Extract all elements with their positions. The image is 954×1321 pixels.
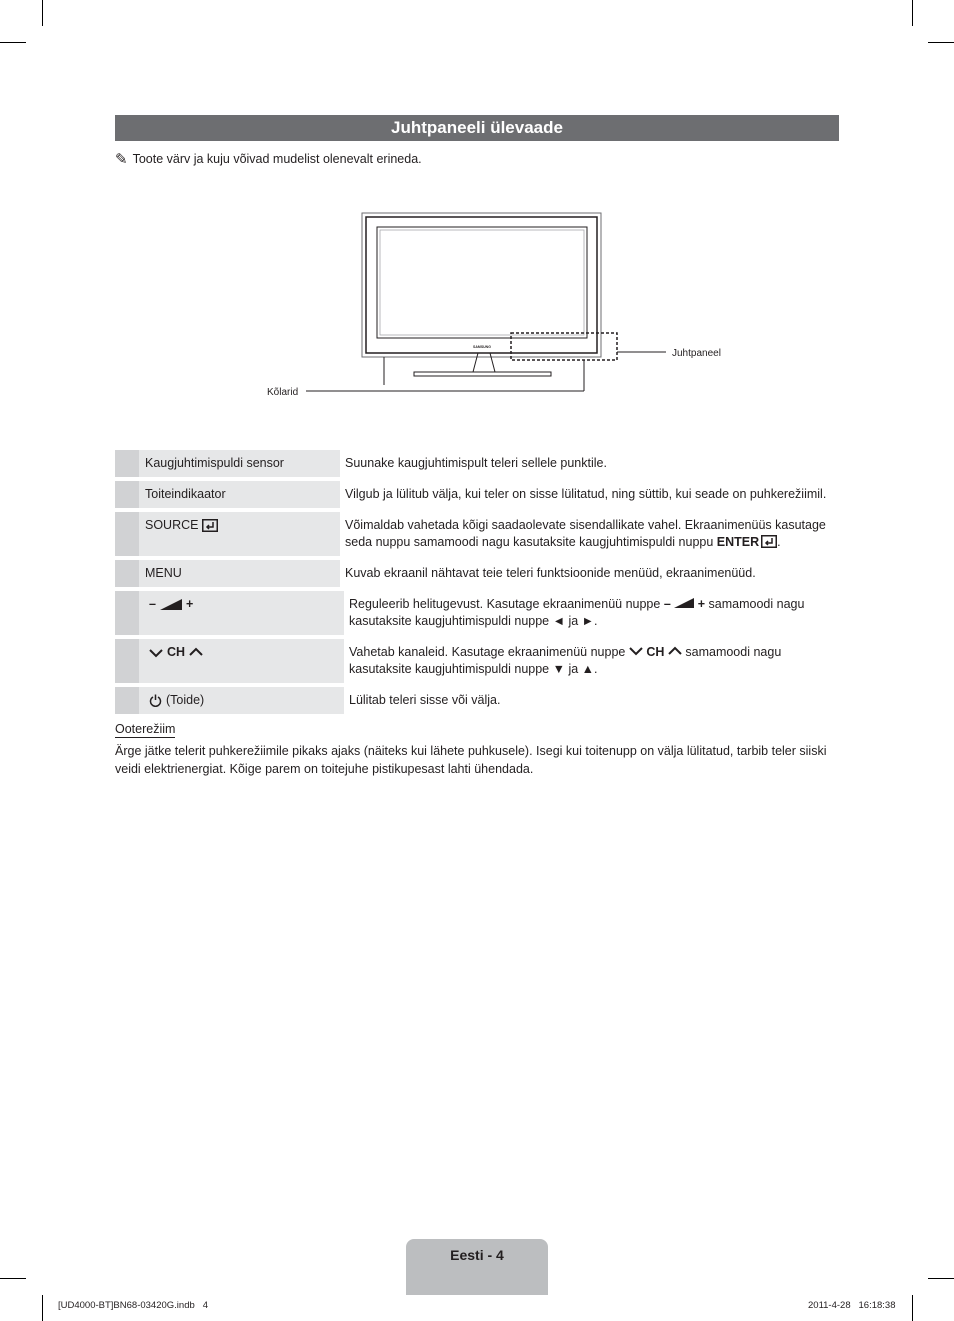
- control-name: [139, 591, 344, 635]
- table-row: [115, 512, 839, 556]
- control-name: Toiteindikaator: [139, 481, 340, 508]
- crop-mark: [0, 42, 26, 43]
- control-name: [139, 687, 344, 714]
- pencil-note-icon: ✎: [115, 151, 128, 168]
- chevron-down-icon: [149, 648, 163, 658]
- control-desc: Kuvab ekraanil nähtavat teie teleri funktsioonide menüüd, ekraanimenüüd.: [345, 566, 756, 580]
- volume-plus: +: [185, 597, 194, 611]
- page-title: Juhtpaneeli ülevaade: [115, 115, 839, 141]
- volume-icon: [160, 598, 182, 611]
- note: [115, 150, 422, 168]
- crop-mark: [42, 1295, 43, 1321]
- tv-screen-inner: [380, 230, 584, 335]
- control-name: [139, 639, 344, 683]
- crop-mark: [42, 0, 43, 26]
- control-desc: Reguleerib helitugevust. Kasutage ekraanimenüü nuppe – + samamoodi nagu kasutaksite kaugjuhtimispuldi nuppe ◄ ja ►.: [349, 597, 805, 628]
- control-desc: Suunake kaugjuhtimispult teleri sellele punktile.: [345, 456, 607, 470]
- table-row: [115, 639, 839, 683]
- table-row: [115, 450, 839, 477]
- crop-mark: [912, 0, 913, 26]
- control-desc: Vahetab kanaleid. Kasutage ekraanimenüü nuppe CH samamoodi nagu kasutaksite kaugjuhtimispuldi nuppe ▼ ja ▲.: [349, 645, 782, 676]
- crop-mark: [928, 42, 954, 43]
- tv-stand-neck: [473, 353, 478, 372]
- footer-timestamp: 2011-4-28 16:18:38: [808, 1300, 896, 1311]
- source-input-icon: [202, 519, 218, 532]
- tv-logo: SAMSUNG: [473, 345, 491, 349]
- control-name: [139, 512, 340, 556]
- chevron-up-icon: [189, 647, 203, 657]
- tv-stand-neck: [490, 353, 495, 372]
- crop-mark: [0, 1278, 26, 1279]
- power-icon: [149, 694, 162, 707]
- control-name: MENU: [139, 560, 340, 587]
- control-name: Kaugjuhtimispuldi sensor: [139, 450, 340, 477]
- volume-minus: –: [149, 597, 156, 611]
- chevron-up-icon: [668, 646, 682, 656]
- control-desc: Vilgub ja lülitub välja, kui teler on sisse lülitatud, ning süttib, kui seade on puhkerežiimil.: [345, 487, 827, 501]
- control-table: [115, 450, 839, 718]
- power-label: (Toide): [166, 693, 205, 707]
- volume-icon: [674, 597, 694, 609]
- table-row: [115, 687, 839, 714]
- standby-text: Ärge jätke telerit puhkerežiimile pikaks ajaks (näiteks kui lähete puhkusele). Isegi kui toitenupp on välja lülitatud, tarbib teler siiski veidi elektrienergiat. Kõige parem on toitejuhe pistikupesast lahti ühendada.: [115, 744, 827, 776]
- table-row: [115, 481, 839, 508]
- table-row: [115, 560, 839, 587]
- note-text: Toote värv ja kuju võivad mudelist olenevalt erineda.: [132, 152, 422, 166]
- control-panel-label: Juhtpaneel: [672, 348, 721, 359]
- tv-screen: [377, 227, 587, 338]
- page-number-tab: Eesti - 4: [406, 1239, 548, 1295]
- crop-mark: [928, 1278, 954, 1279]
- standby-heading: Ooterežiim: [115, 722, 176, 736]
- speakers-label: Kõlarid: [267, 387, 299, 398]
- table-row: [115, 591, 839, 635]
- channel-label: CH: [167, 645, 186, 659]
- source-label: SOURCE: [145, 518, 199, 532]
- chevron-down-icon: [629, 646, 643, 656]
- control-desc: Lülitab teleri sisse või välja.: [349, 693, 501, 707]
- tv-stand-base: [414, 372, 551, 376]
- control-desc: Võimaldab vahetada kõigi saadaolevate sisendallikate vahel. Ekraanimenüüs kasutage seda nuppu samamoodi nagu kasutaksite kaugjuhtimispuldi nuppu ENTER .: [345, 518, 826, 549]
- crop-mark: [912, 1295, 913, 1321]
- tv-diagram: [250, 205, 740, 405]
- footer-file: [UD4000-BT]BN68-03420G.indb 4: [58, 1300, 208, 1311]
- enter-icon: [761, 535, 777, 548]
